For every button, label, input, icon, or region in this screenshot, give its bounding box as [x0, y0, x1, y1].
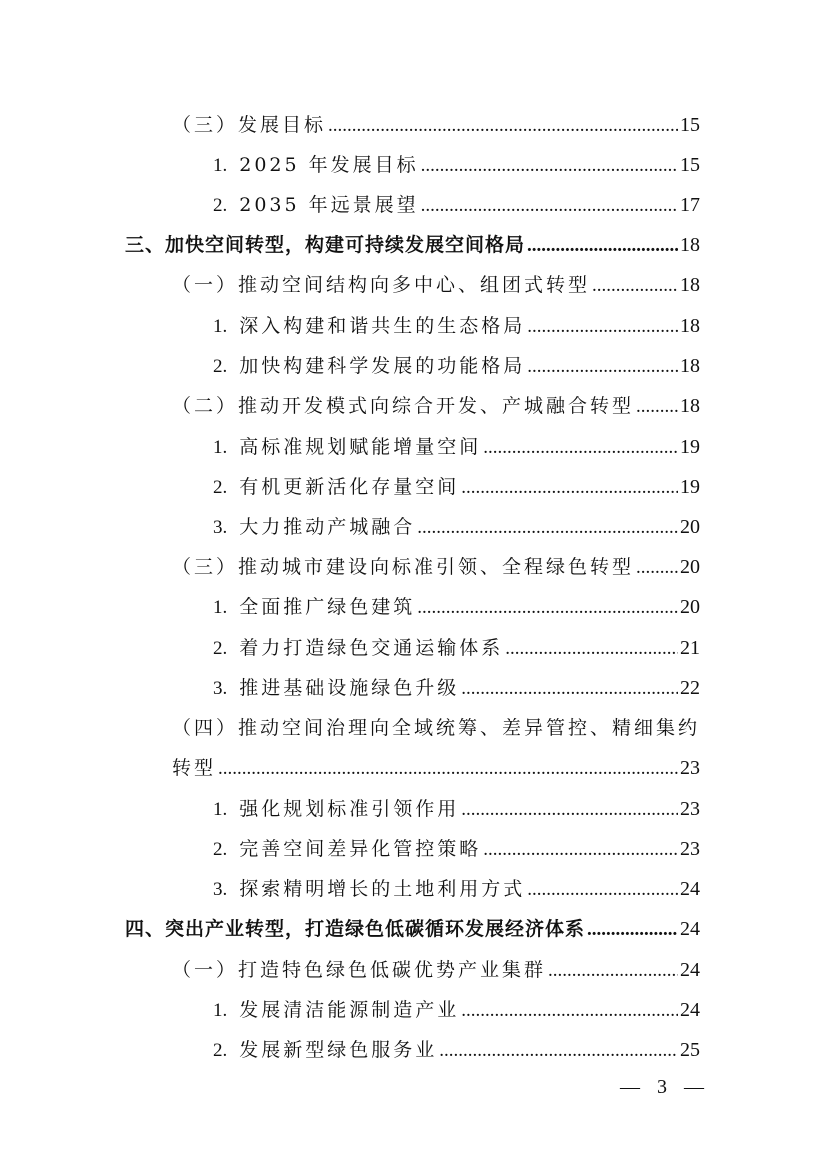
leader-dots	[483, 839, 678, 861]
toc-label: 深入构建和谐共生的生态格局	[239, 315, 526, 337]
toc-prefix: （三）	[172, 114, 239, 136]
toc-label: 加快空间转型，构建可持续发展空间格局	[165, 234, 526, 256]
toc-entry[interactable]	[172, 110, 700, 144]
toc-label: 推动城市建设向标准引领、全程绿色转型	[238, 556, 635, 578]
page-number-footer: — 3 —	[620, 1076, 710, 1098]
toc-label: 突出产业转型，打造绿色低碳循环发展经济体系	[165, 918, 586, 940]
toc-prefix: 四、	[125, 918, 166, 940]
toc-label: 全面推广绿色建筑	[239, 596, 416, 618]
toc-page-number: 21	[680, 637, 700, 659]
leader-dots	[636, 557, 678, 579]
toc-entry[interactable]	[125, 914, 700, 948]
toc-prefix: 3.	[213, 517, 228, 538]
toc-entry[interactable]	[172, 270, 700, 304]
leader-dots	[548, 960, 678, 982]
leader-dots	[461, 477, 678, 499]
leader-dots	[587, 919, 678, 941]
leader-dots	[417, 517, 678, 539]
leader-dots	[461, 678, 678, 700]
toc-page-number: 18	[680, 315, 700, 337]
toc-prefix: 2.	[213, 195, 228, 216]
leader-dots	[592, 275, 678, 297]
toc-label: 2025 年发展目标	[239, 154, 419, 176]
toc-entry[interactable]	[213, 834, 700, 868]
toc-label: 有机更新活化存量空间	[239, 476, 460, 498]
leader-dots	[328, 115, 678, 137]
toc-entry[interactable]	[213, 874, 700, 908]
toc-prefix: 三、	[125, 234, 166, 256]
toc-entry[interactable]	[172, 552, 700, 586]
toc-entry-line-1[interactable]	[172, 713, 700, 740]
toc-label: 高标准规划赋能增量空间	[239, 436, 482, 458]
toc-page-number: 20	[680, 516, 700, 538]
toc-label-continued: 转型	[172, 757, 217, 779]
toc-label: 探索精明增长的土地利用方式	[239, 878, 526, 900]
toc-prefix: 2.	[213, 477, 228, 498]
toc-label: 加快构建科学发展的功能格局	[239, 355, 526, 377]
toc-entry[interactable]	[213, 512, 700, 546]
toc-prefix: （一）	[172, 274, 239, 296]
toc-page-number: 19	[680, 436, 700, 458]
leader-dots	[218, 758, 678, 780]
toc-label: 2035 年远景展望	[239, 194, 419, 216]
toc-label: 完善空间差异化管控策略	[239, 838, 482, 860]
toc-prefix: 3.	[213, 879, 228, 900]
leader-dots	[527, 879, 678, 901]
toc-entry[interactable]	[213, 150, 700, 184]
toc-entry[interactable]	[213, 432, 700, 466]
leader-dots	[461, 1000, 678, 1022]
toc-page-number: 24	[680, 959, 700, 981]
toc-entry[interactable]	[125, 230, 700, 264]
toc-entry[interactable]	[213, 190, 700, 224]
toc-page-number: 20	[680, 596, 700, 618]
toc-label: 着力打造绿色交通运输体系	[239, 637, 504, 659]
toc-prefix: （四）	[172, 717, 239, 739]
toc-prefix: （一）	[172, 959, 239, 981]
toc-entry[interactable]	[213, 472, 700, 506]
leader-dots	[421, 195, 678, 217]
toc-label: 推进基础设施绿色升级	[239, 677, 460, 699]
toc-page-number: 19	[680, 476, 700, 498]
toc-label: 推动开发模式向综合开发、产城融合转型	[238, 395, 635, 417]
toc-label: 发展目标	[238, 114, 327, 136]
toc-page-number: 23	[680, 838, 700, 860]
toc-prefix: 3.	[213, 678, 228, 699]
toc-page-number: 22	[680, 677, 700, 699]
toc-prefix: 1.	[213, 437, 228, 458]
toc-page-number: 17	[680, 194, 700, 216]
toc-page-number: 15	[680, 154, 700, 176]
toc-prefix: 1.	[213, 597, 228, 618]
toc-page-number: 18	[680, 274, 700, 296]
toc-entry[interactable]	[213, 673, 700, 707]
toc-page-number: 24	[680, 999, 700, 1021]
toc-entry[interactable]	[213, 592, 700, 626]
toc-entry[interactable]	[172, 955, 700, 989]
toc-page-number: 23	[680, 757, 700, 779]
toc-page-number: 24	[680, 878, 700, 900]
leader-dots	[505, 638, 678, 660]
toc-prefix: 1.	[213, 316, 228, 337]
toc-entry-line-2[interactable]	[172, 753, 700, 787]
toc-page-number: 18	[680, 355, 700, 377]
leader-dots	[461, 799, 678, 821]
toc-page-number: 20	[680, 556, 700, 578]
toc-entry[interactable]	[213, 995, 700, 1029]
leader-dots	[439, 1040, 678, 1062]
toc-prefix: 1.	[213, 799, 228, 820]
toc-prefix: （三）	[172, 556, 239, 578]
toc-prefix: 2.	[213, 638, 228, 659]
toc-prefix: 2.	[213, 1040, 228, 1061]
toc-prefix: （二）	[172, 395, 239, 417]
toc-label: 大力推动产城融合	[239, 516, 416, 538]
toc-entry[interactable]	[213, 633, 700, 667]
toc-label: 发展新型绿色服务业	[239, 1039, 438, 1061]
toc-page-number: 25	[680, 1039, 700, 1061]
leader-dots	[421, 155, 678, 177]
toc-page-number: 18	[680, 234, 700, 256]
leader-dots	[527, 316, 678, 338]
toc-label: 推动空间治理向全域统筹、差异管控、精细集约	[238, 717, 701, 739]
toc-prefix: 1.	[213, 155, 228, 176]
toc-label: 打造特色绿色低碳优势产业集群	[238, 959, 547, 981]
toc-page-number: 23	[680, 798, 700, 820]
toc-entry[interactable]	[213, 351, 700, 385]
leader-dots	[417, 597, 678, 619]
toc-page-number: 24	[680, 918, 700, 940]
toc-label: 发展清洁能源制造产业	[239, 999, 460, 1021]
toc-prefix: 2.	[213, 839, 228, 860]
leader-dots	[636, 396, 678, 418]
toc-entry[interactable]	[213, 1035, 700, 1069]
toc-page-number: 15	[680, 114, 700, 136]
toc-entry[interactable]	[213, 311, 700, 345]
toc-page-number: 18	[680, 395, 700, 417]
toc-entry[interactable]	[213, 794, 700, 828]
leader-dots	[527, 235, 678, 257]
toc-entry[interactable]	[172, 391, 700, 425]
toc-prefix: 2.	[213, 356, 228, 377]
leader-dots	[483, 437, 678, 459]
toc-label: 强化规划标准引领作用	[239, 798, 460, 820]
toc-prefix: 1.	[213, 1000, 228, 1021]
toc-label: 推动空间结构向多中心、组团式转型	[238, 274, 591, 296]
leader-dots	[527, 356, 678, 378]
